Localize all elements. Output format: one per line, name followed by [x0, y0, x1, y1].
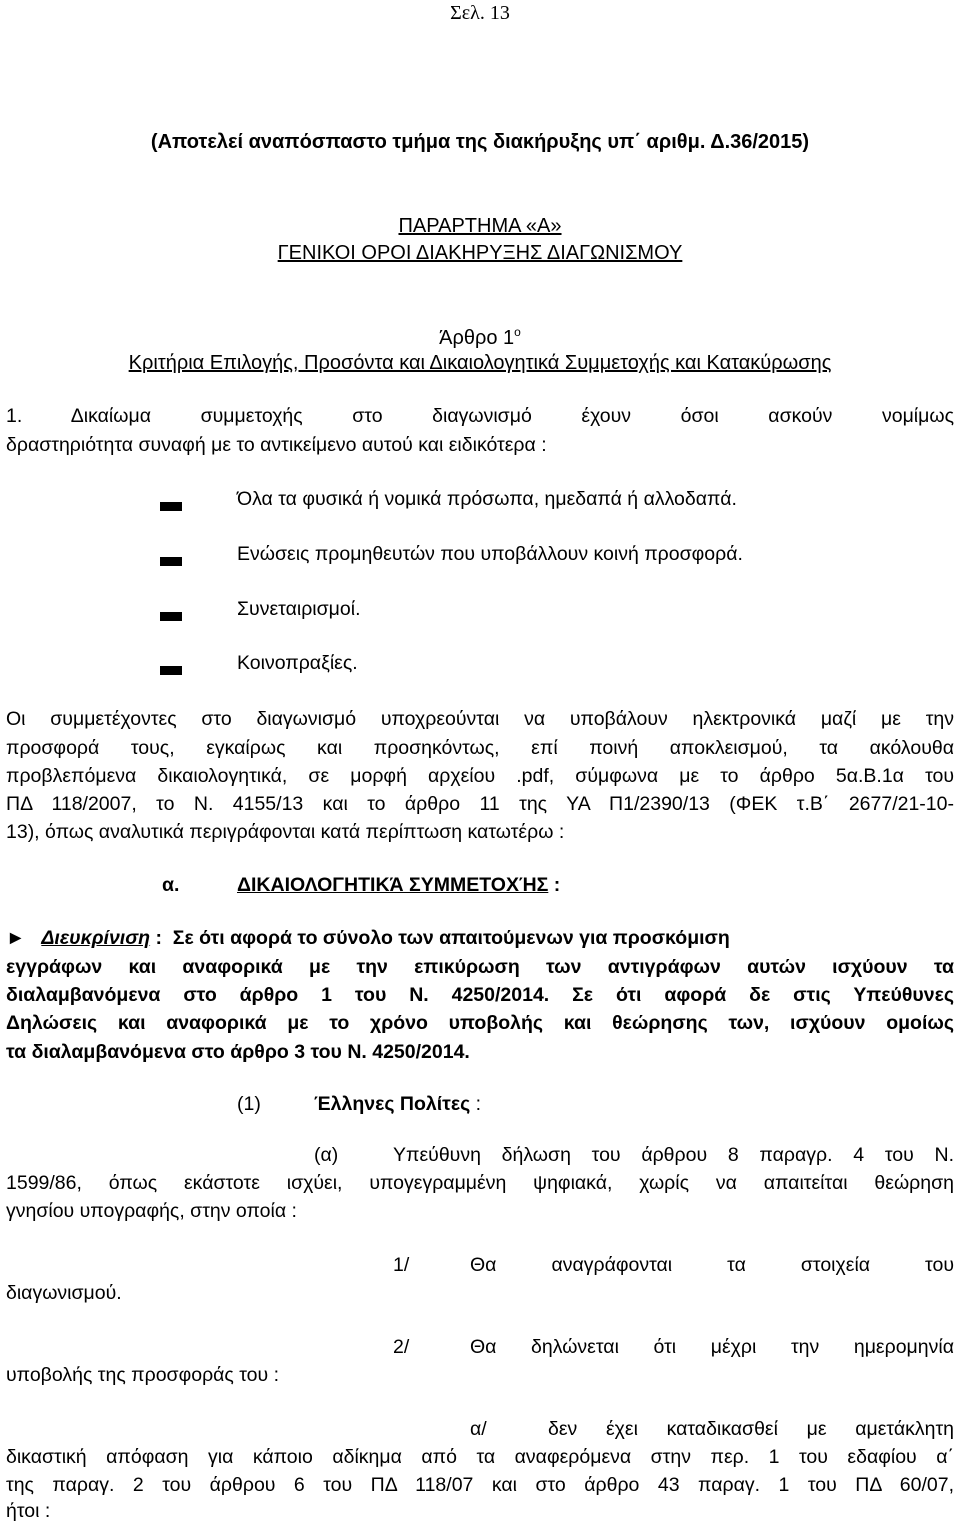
paragraph-2-line: Οι συμμετέχοντες στο διαγωνισμό υποχρεούνται να υποβάλουν ηλεκτρονικά μαζί με την [6, 708, 954, 730]
clarification-line-1-rest: : Σε ότι αφορά το σύνολο των απαιτούμενων για προσκόμιση [150, 927, 730, 949]
clarification-line: Δηλώσεις και αναφορικά με το χρόνο υποβολής και θεώρησης των, ισχύουν ομοίως [6, 1012, 954, 1034]
bullet-marker [160, 502, 182, 511]
article-number-sup: ο [514, 325, 521, 339]
bullet-marker [160, 666, 182, 675]
article-heading: Κριτήρια Επιλογής, Προσόντα και Δικαιολογητικά Συμμετοχής και Κατακύρωσης [128, 352, 832, 374]
section-a-heading [237, 874, 560, 897]
item-alpha-line-3: γνησίου υπογραφής, στην οποία : [6, 1200, 297, 1222]
annex-title: ΠΑΡΑΡΤΗΜΑ «Α» [398, 215, 562, 237]
page-number: Σελ. 13 [450, 2, 510, 24]
clarification-line: εγγράφων και αναφορικά με την επικύρωση των αντιγράφων αυτών ισχύουν τα [6, 956, 954, 978]
greek-citizens-number: (1) [237, 1093, 261, 1115]
section-a-colon: : [553, 874, 561, 896]
clarification-line-1 [6, 927, 954, 950]
paragraph-1-line-1: 1. Δικαίωμα συμμετοχής στο διαγωνισμό έχουν όσοι ασκούν νομίμως [6, 405, 954, 427]
paragraph-2-line: προβλεπόμενα δικαιολογητικά, σε μορφή αρχείου .pdf, σύμφωνα με το άρθρο 5α.Β.1α του [6, 765, 954, 787]
sub-a-label: α/ [470, 1418, 487, 1440]
item-alpha-label: (α) [314, 1144, 339, 1166]
paragraph-2-line: προσφορά τους, εγκαίρως και προσηκόντως, επί ποινή αποκλεισμού, τα ακόλουθα [6, 737, 954, 759]
paragraph-2-line: ΠΔ 118/2007, το Ν. 4155/13 και το άρθρο 11 της ΥΑ Π1/2390/13 (ΦΕΚ τ.Β΄ 2677/21-10- [6, 793, 954, 815]
clarification-label: Διευκρίνιση [41, 927, 151, 949]
bullet-marker [160, 612, 182, 621]
arrow-right-icon: ► [6, 927, 26, 949]
bullet-item: Ενώσεις προμηθευτών που υποβάλλουν κοινή προσφορά. [237, 543, 743, 565]
section-a-letter: α. [162, 874, 180, 896]
annex-subtitle: ΓΕΝΙΚΟΙ ΟΡΟΙ ΔΙΑΚΗΡΥΞΗΣ ΔΙΑΓΩΝΙΣΜΟΥ [277, 242, 683, 264]
clarification-line: τα διαλαμβανόμενα στο άρθρο 3 του Ν. 4250/2014. [6, 1041, 470, 1063]
item-alpha-line-1: Υπεύθυνη δήλωση του άρθρου 8 παραγρ. 4 του Ν. [393, 1144, 954, 1166]
sub-1-continuation: διαγωνισμού. [6, 1282, 122, 1304]
clarification-first-line [25, 927, 954, 950]
greek-citizens-heading [314, 1093, 481, 1116]
sub-1-label: 1/ [393, 1254, 410, 1276]
sub-a-line: δικαστική απόφαση για κάποιο αδίκημα από τα αναφερόμενα στην περ. 1 του εδαφίου α΄ [6, 1446, 954, 1468]
bullet-marker [160, 557, 182, 566]
sub-a-line: ήτοι : [6, 1500, 51, 1522]
sub-2-text: Θα δηλώνεται ότι μέχρι την ημερομηνία [470, 1336, 954, 1358]
extract-note: (Αποτελεί αναπόσπαστο τμήμα της διακήρυξης υπ΄ αριθμ. Δ.36/2015) [150, 131, 810, 153]
paragraph-2-line: 13), όπως αναλυτικά περιγράφονται κατά περίπτωση κατωτέρω : [6, 821, 565, 843]
item-alpha-line-2: 1599/86, όπως εκάστοτε ισχύει, υπογεγραμμένη ψηφιακά, χωρίς να απαιτείται θεώρηση [6, 1172, 954, 1194]
article-number [0, 325, 960, 350]
sub-a-text: δεν έχει καταδικασθεί με αμετάκλητη [548, 1418, 954, 1440]
bullet-item: Όλα τα φυσικά ή νομικά πρόσωπα, ημεδαπά ή αλλοδαπά. [237, 488, 737, 510]
bullet-item: Συνεταιρισμοί. [237, 598, 361, 620]
sub-a-line: της παραγ. 2 του άρθρου 6 του ΠΔ 118/07 και στο άρθρο 43 παραγ. 1 του ΠΔ 60/07, [6, 1474, 954, 1496]
sub-1-text: Θα αναγράφονται τα στοιχεία του [470, 1254, 954, 1276]
clarification-line: διαλαμβανόμενα στο άρθρο 1 του Ν. 4250/2014. Σε ότι αφορά δε στις Υπεύθυνες [6, 984, 954, 1006]
bullet-item: Κοινοπραξίες. [237, 652, 358, 674]
paragraph-1-line-2: δραστηριότητα συναφή με το αντικείμενο αυτού και ειδικότερα : [6, 434, 547, 456]
sub-2-continuation: υποβολής της προσφοράς του : [6, 1364, 280, 1386]
sub-2-label: 2/ [393, 1336, 410, 1358]
greek-citizens-title: Έλληνες Πολίτες [314, 1093, 471, 1115]
greek-citizens-colon: : [470, 1093, 482, 1115]
section-a-title: ΔΙΚΑΙΟΛΟΓΗΤΙΚΆ ΣΥΜΜΕΤΟΧΉΣ [237, 874, 549, 896]
article-number-text: Άρθρο 1 [439, 327, 515, 349]
